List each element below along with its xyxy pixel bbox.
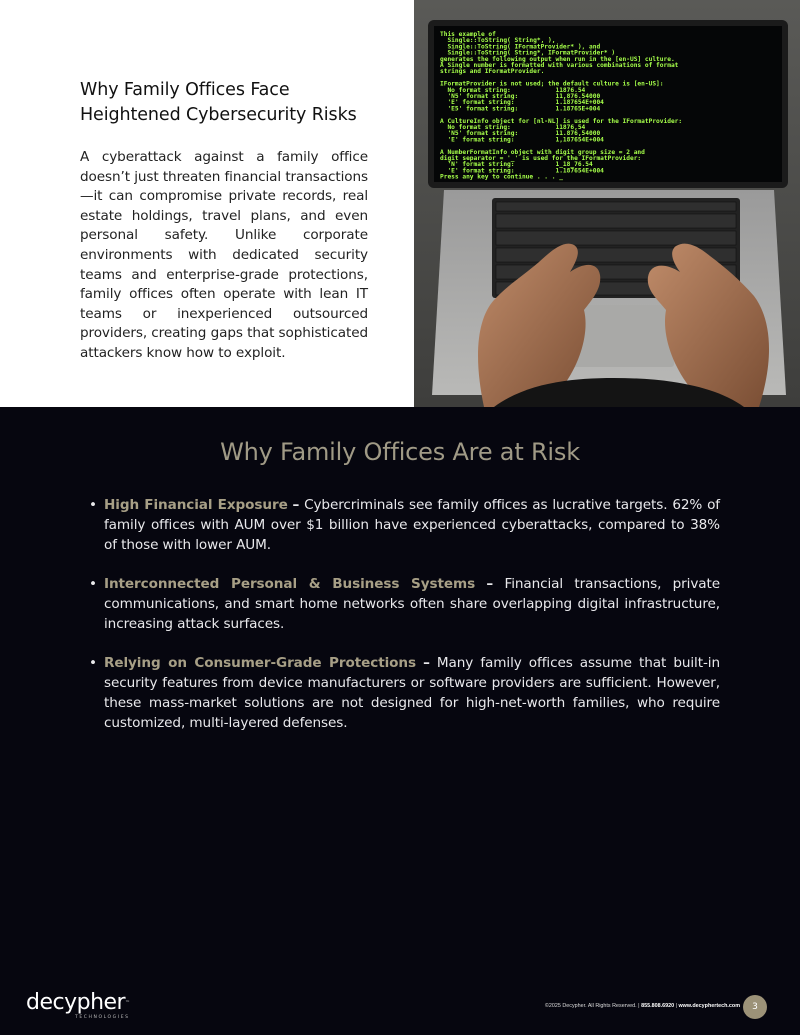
screen-code-line: 'E5' format string: 1.18765E+004 — [440, 105, 601, 113]
screen-code-line: Press any key to continue . . . _ — [440, 173, 563, 181]
bullet-icon: • — [89, 655, 97, 671]
screen-code-line: Single::ToString( IFormatProvider* ), and — [440, 43, 601, 51]
footer-copyright: ©2025 Decypher. All Rights Reserved. — [544, 1003, 637, 1009]
logo-wordmark — [26, 992, 130, 1014]
risks-title: Why Family Offices Are at Risk — [220, 438, 580, 466]
risk-list — [89, 495, 721, 752]
screen-code-line: 'E' format string: 1.187654E+004 — [440, 167, 604, 175]
intro-paragraph: A cyberattack against a family office doesn’t just threaten financial transactions—it can compromise private records, real estate holdings, travel plans, and even personal safety. Unlike corporate environments with dedicated security teams and enterprise-grade protections, family offices often operate with lean IT teams or inexperienced outsourced providers, creating gaps that sophisticated attackers know how to exploit. — [80, 149, 368, 361]
screen-code-line: IFormatProvider is not used; the default culture is [en-US]: — [440, 80, 664, 88]
risk-dash: – — [292, 497, 300, 513]
bullet-icon: • — [89, 497, 97, 513]
risk-text: Cybercriminals see family offices as lucrative targets. 62% of family offices with AUM over $1 billion have experienced cyberattacks, compared to 38% of those with lower AUM. — [104, 497, 720, 553]
decypher-logo — [26, 992, 130, 1020]
screen-code-line: 'N5' format string: 11,876.54000 — [440, 93, 601, 100]
screen-code-line: No format string: 11876,54 — [440, 124, 586, 131]
bullet-icon: • — [89, 576, 97, 592]
intro-title: Why Family Offices Face Heightened Cybersecurity Risks — [80, 80, 357, 125]
screen-code-line: 'N5' format string: 11.876,54000 — [440, 130, 601, 138]
logo-subtitle: TECHNOLOGIES — [74, 1015, 130, 1020]
risk-text: Many family offices assume that built-in security features from device manufacturers or software providers are sufficient. However, these mass-market solutions are not designed for high-net-worth families, who require customized, multi-layered defenses. — [104, 655, 720, 731]
screen-code-line: No format string: 11876.54 — [440, 86, 586, 94]
screen-code-line: A CultureInfo object for [nl-NL] is used for the IFormatProvider: — [440, 117, 683, 125]
screen-code-line: A Single number is formatted with various combinations of format — [440, 62, 679, 69]
risk-item-consumer-grade-protections — [89, 653, 720, 733]
screen-code-line: A NumberFormatInfo object with digit group size = 2 and — [440, 148, 645, 156]
screen-code-line: Single::ToString( String*, ), — [440, 37, 556, 45]
page-number-badge: 3 — [743, 995, 767, 1019]
risk-heading: Relying on Consumer-Grade Protections — [104, 655, 416, 671]
screen-code-line: digit separator = '_' is used for the IFormatProvider: — [440, 155, 642, 162]
risk-item-interconnected-systems — [89, 574, 721, 634]
screen-code-line: generates the following output when run in the [en-US] culture. — [440, 55, 675, 63]
risk-item-financial-exposure — [89, 495, 720, 555]
logo-trademark: ™ — [125, 1000, 130, 1006]
footer-phone[interactable]: 855.808.6920 — [641, 1003, 675, 1009]
footer-website[interactable]: www.decyphertech.com — [678, 1003, 740, 1009]
footer-contact: ©2025 Decypher. All Rights Reserved. | 855.808.6920 | www.decyphertech.com — [544, 1003, 740, 1009]
screen-code-line: 'N' format string: 1_18_76.54 — [440, 161, 593, 169]
risk-dash: – — [486, 576, 494, 592]
screen-code-line: This example of — [440, 31, 496, 38]
screen-code-line: 'E' format string: 1,187654E+004 — [440, 136, 604, 144]
risk-text: Financial transactions, private communications, and smart home networks often share overlapping digital infrastructure, increasing attack surfaces. — [104, 576, 721, 632]
screen-code-line: Single::ToString( String*, IFormatProvider* ) — [440, 49, 616, 57]
logo-word-text: decypher — [26, 990, 126, 1015]
screen-code-line: strings and IFormatProvider. — [440, 68, 545, 76]
risk-heading: Interconnected Personal & Business Systems — [104, 576, 476, 592]
risk-heading: High Financial Exposure — [104, 497, 288, 513]
screen-code-line: 'E' format string: 1.187654E+004 — [440, 99, 604, 107]
intro-text-block — [80, 78, 368, 364]
risk-dash: – — [423, 655, 430, 671]
laptop-photo — [414, 0, 800, 407]
laptop-illustration — [414, 0, 800, 407]
